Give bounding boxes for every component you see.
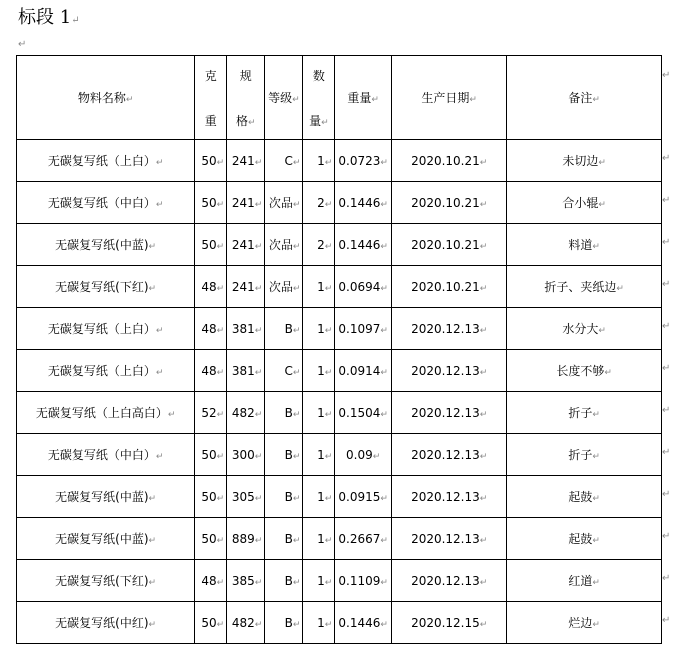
cell-grade: C↵ [265,140,303,182]
row-end-mark-icon: ↵ [662,70,671,81]
header-weight: 克 重 [195,56,227,140]
row-end-mark-icon: ↵ [662,195,671,206]
cell-mass: 0.0723↵ [335,140,392,182]
cell-spec: 482↵ [227,602,265,644]
cell-mass: 0.2667↵ [335,518,392,560]
cell-qty: 2↵ [303,182,335,224]
cell-name: 无碳复写纸（中白）↵ [17,434,195,476]
cell-spec: 241↵ [227,266,265,308]
cell-spec: 482↵ [227,392,265,434]
cell-name: 无碳复写纸(中蓝)↵ [17,476,195,518]
row-end-mark-icon: ↵ [662,153,671,164]
cell-weight: 50↵ [195,476,227,518]
cell-remark: 长度不够↵ [507,350,662,392]
cell-date: 2020.10.21↵ [392,140,507,182]
table-row [17,392,662,434]
row-end-mark-icon: ↵ [662,237,671,248]
table-row [17,476,662,518]
cell-spec: 385↵ [227,560,265,602]
row-end-mark-icon: ↵ [662,321,671,332]
cell-mass: 0.1446↵ [335,224,392,266]
cell-weight: 50↵ [195,182,227,224]
cell-name: 无碳复写纸（上白）↵ [17,140,195,182]
cell-mass: 0.1097↵ [335,308,392,350]
cell-date: 2020.12.13↵ [392,560,507,602]
header-mass: 重量↵ [335,56,392,140]
cell-remark: 折子、夹纸边↵ [507,266,662,308]
cell-spec: 241↵ [227,224,265,266]
row-end-mark-icon: ↵ [662,405,671,416]
cell-qty: 2↵ [303,224,335,266]
cell-mass: 0.1446↵ [335,602,392,644]
cell-date: 2020.10.21↵ [392,182,507,224]
cell-grade: B↵ [265,476,303,518]
row-end-mark-icon: ↵ [662,489,671,500]
cell-qty: 1↵ [303,350,335,392]
cell-date: 2020.12.13↵ [392,476,507,518]
cell-mass: 0.1109↵ [335,560,392,602]
cell-mass: 0.1504↵ [335,392,392,434]
cell-name: 无碳复写纸（上白）↵ [17,308,195,350]
cell-grade: B↵ [265,560,303,602]
cell-name: 无碳复写纸(中蓝)↵ [17,224,195,266]
cell-grade: B↵ [265,434,303,476]
cell-grade: B↵ [265,602,303,644]
cell-remark: 起鼓↵ [507,476,662,518]
table-row [17,224,662,266]
materials-table [16,55,662,644]
row-end-mark-icon: ↵ [662,573,671,584]
cell-remark: 红道↵ [507,560,662,602]
cell-mass: 0.09↵ [335,434,392,476]
row-end-mark-icon: ↵ [662,447,671,458]
cell-date: 2020.12.13↵ [392,350,507,392]
table-row [17,350,662,392]
cell-grade: 次品↵ [265,266,303,308]
cell-weight: 50↵ [195,518,227,560]
cell-remark: 折子↵ [507,434,662,476]
cell-qty: 1↵ [303,476,335,518]
cell-weight: 48↵ [195,350,227,392]
header-qty: 数 量↵ [303,56,335,140]
section-heading [18,3,80,29]
cell-remark: 未切边↵ [507,140,662,182]
cell-spec: 889↵ [227,518,265,560]
header-remark: 备注↵ [507,56,662,140]
table-row [17,560,662,602]
cell-remark: 料道↵ [507,224,662,266]
row-end-mark-icon: ↵ [662,279,671,290]
cell-weight: 48↵ [195,560,227,602]
cell-date: 2020.12.13↵ [392,308,507,350]
cell-grade: 次品↵ [265,224,303,266]
cell-name: 无碳复写纸(下红)↵ [17,266,195,308]
cell-weight: 50↵ [195,602,227,644]
row-end-mark-icon: ↵ [662,615,671,626]
cell-remark: 水分大↵ [507,308,662,350]
cell-grade: B↵ [265,308,303,350]
table-row [17,266,662,308]
cell-weight: 50↵ [195,224,227,266]
cell-name: 无碳复写纸（中白）↵ [17,182,195,224]
cell-weight: 48↵ [195,308,227,350]
cell-spec: 381↵ [227,350,265,392]
cell-spec: 381↵ [227,308,265,350]
cell-grade: C↵ [265,350,303,392]
cell-name: 无碳复写纸（上白）↵ [17,350,195,392]
cell-date: 2020.10.21↵ [392,224,507,266]
cell-qty: 1↵ [303,602,335,644]
cell-grade: B↵ [265,518,303,560]
cell-mass: 0.0914↵ [335,350,392,392]
heading-text: 标段 1 [18,7,72,28]
cell-name: 无碳复写纸(中红)↵ [17,602,195,644]
header-name: 物料名称↵ [17,56,195,140]
header-grade: 等级↵ [265,56,303,140]
table-row [17,518,662,560]
cell-spec: 300↵ [227,434,265,476]
cell-qty: 1↵ [303,434,335,476]
cell-name: 无碳复写纸(中蓝)↵ [17,518,195,560]
cell-weight: 48↵ [195,266,227,308]
cell-qty: 1↵ [303,518,335,560]
table-row [17,308,662,350]
cell-qty: 1↵ [303,266,335,308]
cell-weight: 52↵ [195,392,227,434]
header-row [17,56,662,140]
row-end-mark-icon: ↵ [662,531,671,542]
cell-grade: 次品↵ [265,182,303,224]
cell-remark: 合小辊↵ [507,182,662,224]
paragraph-mark-icon: ↵ [18,39,27,50]
cell-qty: 1↵ [303,560,335,602]
cell-qty: 1↵ [303,308,335,350]
cell-spec: 305↵ [227,476,265,518]
header-date: 生产日期↵ [392,56,507,140]
table-row [17,140,662,182]
cell-mass: 0.0915↵ [335,476,392,518]
cell-date: 2020.12.15↵ [392,602,507,644]
cell-date: 2020.10.21↵ [392,266,507,308]
cell-qty: 1↵ [303,140,335,182]
cell-spec: 241↵ [227,182,265,224]
table-row [17,434,662,476]
paragraph-mark-icon: ↵ [71,15,80,26]
cell-name: 无碳复写纸（上白高白）↵ [17,392,195,434]
cell-mass: 0.1446↵ [335,182,392,224]
cell-date: 2020.12.13↵ [392,392,507,434]
cell-spec: 241↵ [227,140,265,182]
cell-weight: 50↵ [195,434,227,476]
cell-name: 无碳复写纸(下红)↵ [17,560,195,602]
cell-weight: 50↵ [195,140,227,182]
row-end-mark-icon: ↵ [662,363,671,374]
header-spec: 规 格↵ [227,56,265,140]
cell-remark: 折子↵ [507,392,662,434]
cell-qty: 1↵ [303,392,335,434]
cell-date: 2020.12.13↵ [392,518,507,560]
cell-remark: 起鼓↵ [507,518,662,560]
table-row [17,182,662,224]
cell-mass: 0.0694↵ [335,266,392,308]
table-row [17,602,662,644]
cell-date: 2020.12.13↵ [392,434,507,476]
cell-remark: 烂边↵ [507,602,662,644]
cell-grade: B↵ [265,392,303,434]
